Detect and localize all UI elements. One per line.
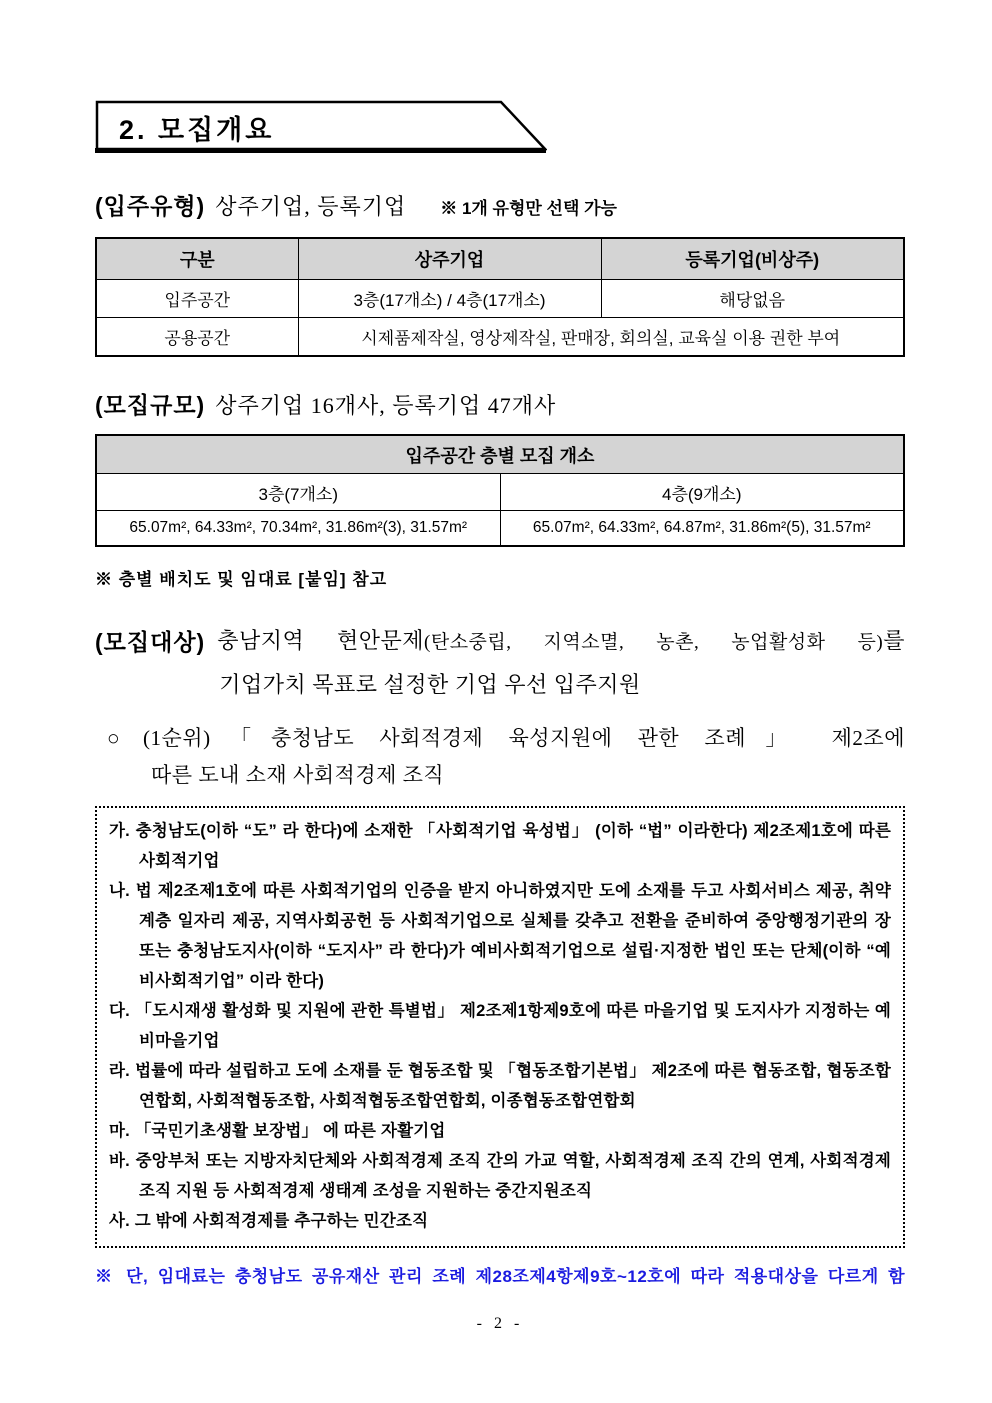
heading-occupancy-type	[95, 188, 905, 221]
heading-recruit-target	[95, 620, 905, 706]
floor-column: 4층(9개소)	[500, 474, 904, 511]
item-label: 사.	[109, 1212, 130, 1230]
heading-recruit-scale	[95, 387, 905, 420]
priority-line1: (1순위)「충청남도 사회적경제 육성지원에 관한 조례」 제2조에	[143, 726, 905, 750]
criteria-item	[109, 876, 891, 996]
criteria-item	[109, 1206, 891, 1236]
table-title: 입주공간 층별 모집 개소	[96, 435, 904, 474]
occupancy-type-table	[95, 237, 905, 357]
criteria-item	[109, 1146, 891, 1206]
table-header-row	[96, 238, 904, 280]
item-text: 충청남도(이하 “도” 라 한다)에 소재한 「사회적기업 육성법」 (이하 “법” 이라한다) 제2조제1호에 따른 사회적기업	[135, 822, 891, 870]
item-label: 나.	[109, 882, 130, 900]
item-label: 가.	[109, 822, 130, 840]
priority-body	[143, 720, 905, 794]
col-header: 구분	[96, 238, 298, 280]
page-title: 2. 모집개요	[119, 115, 275, 145]
item-text: 법 제2조제1호에 따른 사회적기업의 인증을 받지 아니하였지만 도에 소재를 두고 사회서비스 제공, 취약계층 일자리 제공, 지역사회공헌 등 사회적기업으로 실체를 갖추고 전환을 준비하여 중앙행정기관의 장 또는 충청남도지사(이하 “도지사” 라 한다)가 예비사회적기업으로 설립·지정한 법인 또는 단체(이하 “예비사회적기업” 이라 한다)	[135, 882, 891, 990]
heading-label: (모집대상)	[95, 629, 206, 655]
floorplan-note: ※ 층별 배치도 및 임대료 [붙임] 참고	[95, 570, 388, 589]
circle-bullet-icon: ○	[107, 726, 121, 750]
criteria-item	[109, 1116, 891, 1146]
heading-value: 상주기업 16개사, 등록기업 47개사	[215, 393, 557, 418]
item-label: 다.	[109, 1002, 130, 1020]
target-text: 를	[883, 628, 905, 653]
table-cell: 3층(17개소) / 4층(17개소)	[298, 280, 601, 318]
item-text: 중앙부처 또는 지방자치단체와 사회적경제 조직 간의 가교 역할, 사회적경제 조직 간의 연계, 사회적경제 조직 지원 등 사회적경제 생태계 조성을 지원하는 중간지원조직	[135, 1152, 891, 1200]
area-list: 65.07m², 64.33m², 64.87m², 31.86m²(5), 31.57m²	[500, 511, 904, 547]
page-number: - 2 -	[476, 1315, 524, 1332]
table-row	[96, 318, 904, 357]
col-header: 등록기업(비상주)	[601, 238, 904, 280]
row-label: 입주공간	[96, 280, 298, 318]
col-header: 상주기업	[298, 238, 601, 280]
item-text: 그 밖에 사회적경제를 추구하는 민간조직	[134, 1212, 429, 1230]
criteria-item	[109, 1056, 891, 1116]
criteria-item	[109, 996, 891, 1056]
priority-line2: 따른 도내 소재 사회적경제 조직	[151, 763, 445, 787]
row-label: 공용공간	[96, 318, 298, 357]
item-label: 라.	[109, 1062, 130, 1080]
floor-spaces-table	[95, 434, 905, 547]
heading-label: (입주유형)	[95, 193, 206, 219]
table-cell: 시제품제작실, 영상제작실, 판매장, 회의실, 교육실 이용 권한 부여	[298, 318, 904, 357]
item-text: 법률에 따라 설립하고 도에 소재를 둔 협동조합 및 「협동조합기본법」 제2조에 따른 협동조합, 협동조합연합회, 사회적협동조합, 사회적협동조합연합회, 이종협동조합연합회	[135, 1062, 892, 1110]
target-body	[217, 620, 905, 706]
target-line1	[217, 620, 905, 664]
heading-note: ※ 1개 유형만 선택 가능	[440, 199, 617, 218]
table-row	[96, 511, 904, 547]
rent-note: ※ 단, 임대료는 충청남도 공유재산 관리 조례 제28조제4항제9호~12호에 따라 적용대상을 다르게 함	[95, 1267, 905, 1286]
item-text: 「도시재생 활성화 및 지원에 관한 특별법」 제2조제1항제9호에 따른 마을기업 및 도지사가 지정하는 예비마을기업	[135, 1002, 891, 1050]
criteria-box	[95, 806, 905, 1248]
table-row	[96, 474, 904, 511]
item-label: 바.	[109, 1152, 130, 1170]
priority-item	[95, 720, 905, 794]
target-paren: (탄소중립, 지역소멸, 농촌, 농업활성화 등)	[424, 632, 884, 653]
criteria-item	[109, 816, 891, 876]
table-row	[96, 280, 904, 318]
item-label: 마.	[109, 1122, 130, 1140]
table-header-row	[96, 435, 904, 474]
area-list: 65.07m², 64.33m², 70.34m², 31.86m²(3), 31.57m²	[96, 511, 500, 547]
table-cell: 해당없음	[601, 280, 904, 318]
floor-column: 3층(7개소)	[96, 474, 500, 511]
target-text: 충남지역 현안문제	[217, 628, 425, 653]
heading-label: (모집규모)	[95, 392, 206, 418]
item-text: 「국민기초생활 보장법」 에 따른 자활기업	[134, 1122, 446, 1140]
section-title-banner	[95, 100, 547, 154]
target-line2: 기업가치 목표로 설정한 기업 우선 입주지원	[219, 672, 641, 697]
heading-value: 상주기업, 등록기업	[215, 194, 407, 219]
